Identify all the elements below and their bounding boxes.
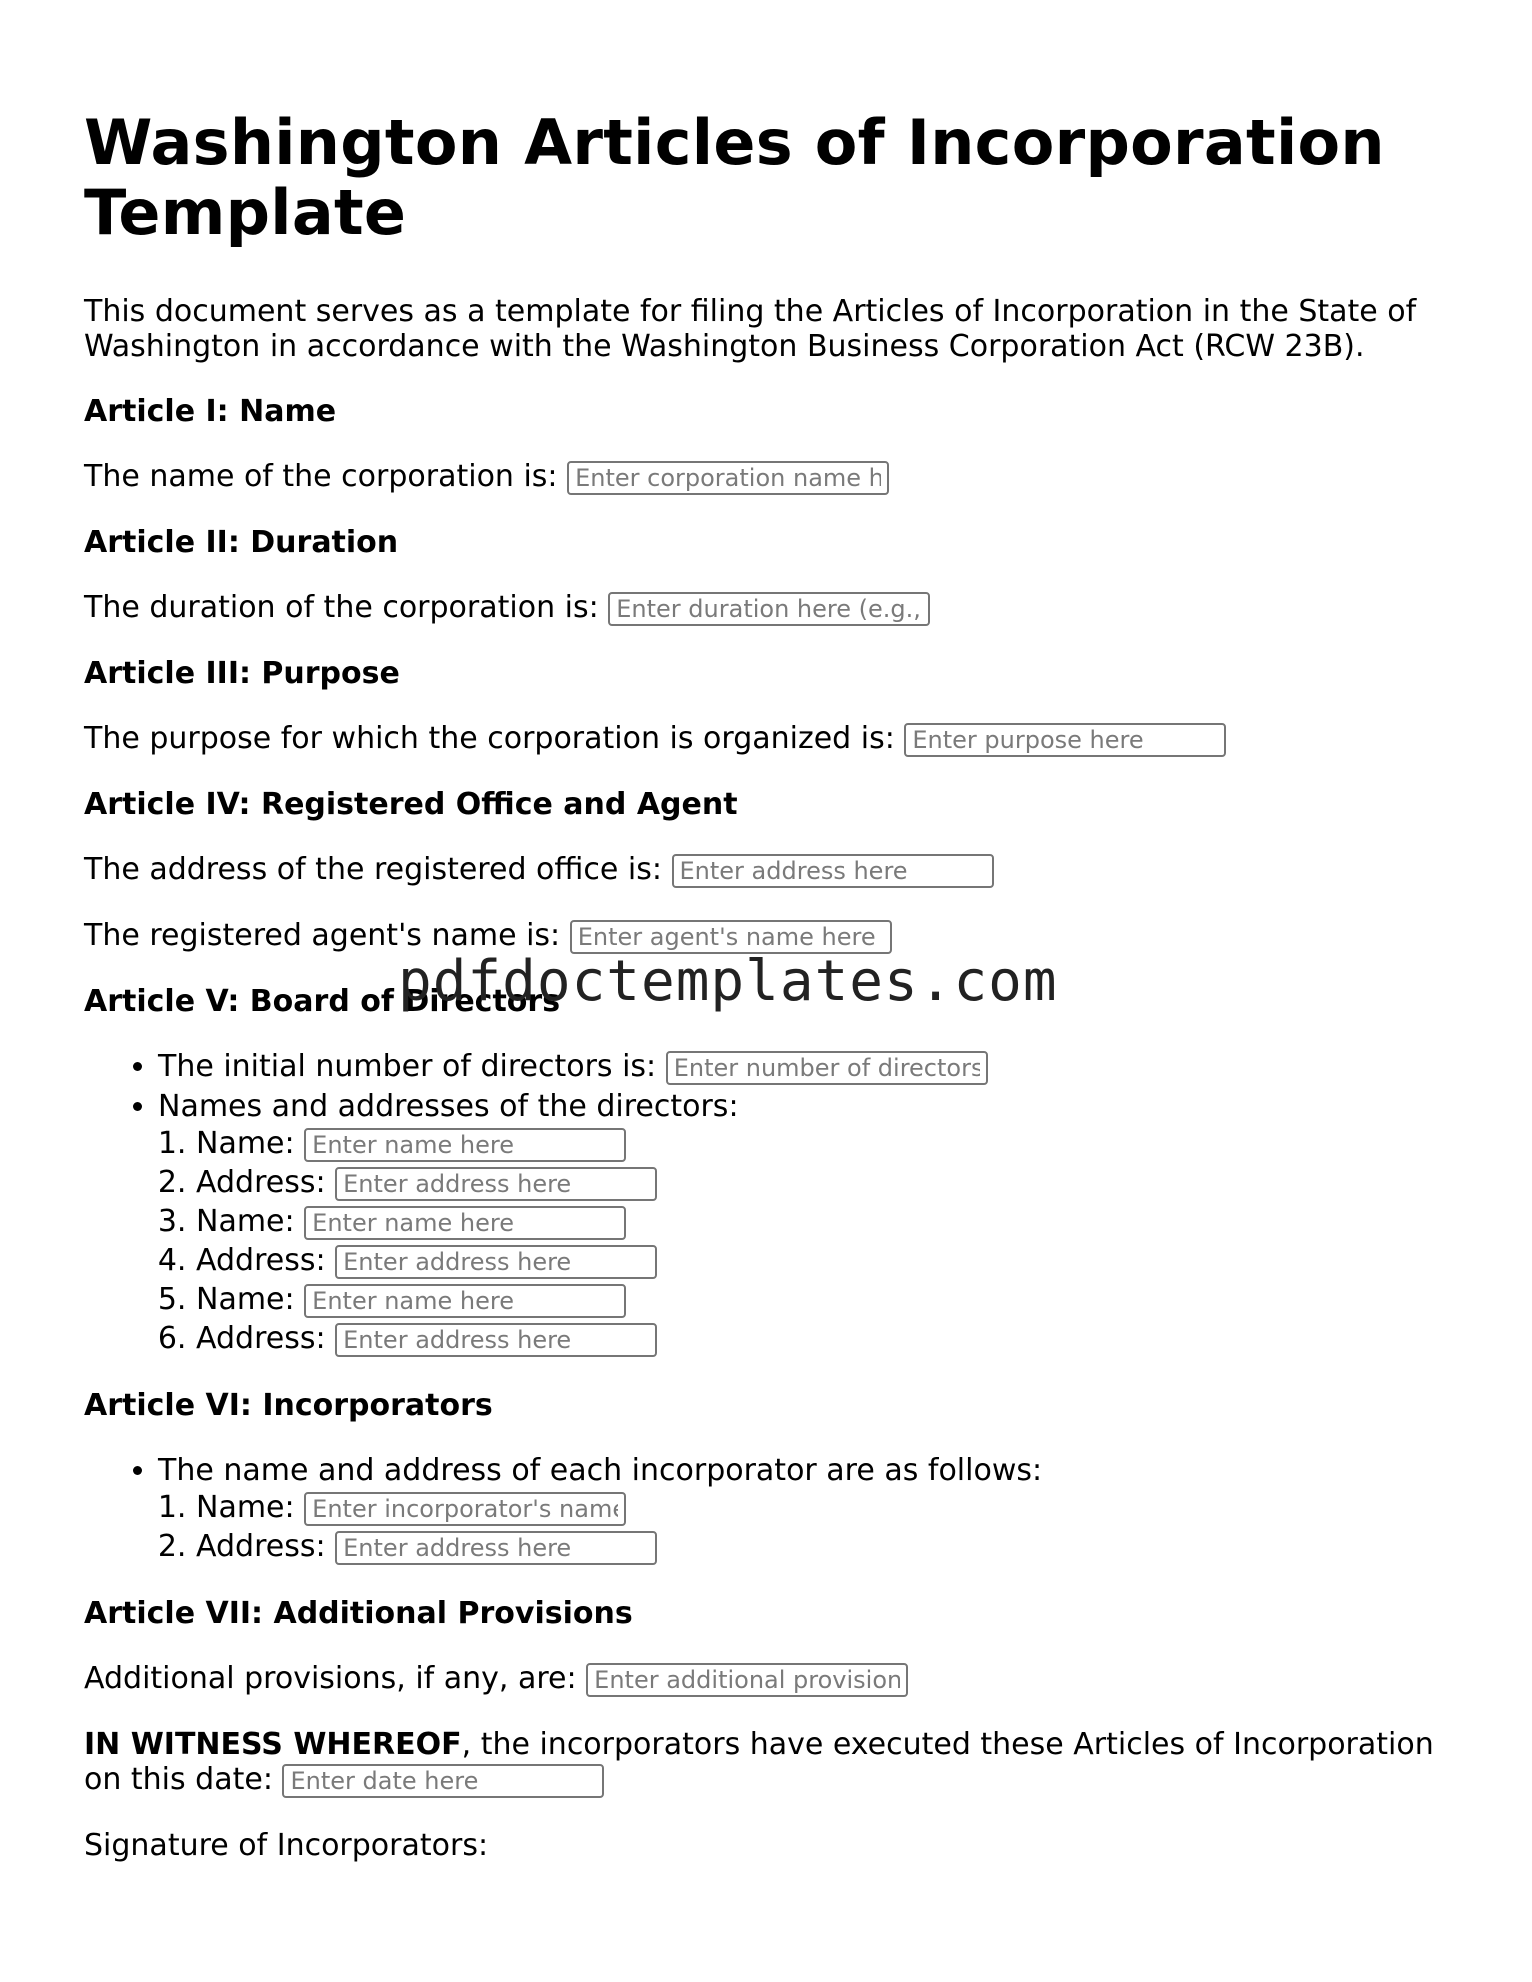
purpose-label: The purpose for which the corporation is organized is: — [84, 721, 895, 756]
additional-provisions-label: Additional provisions, if any, are: — [84, 1661, 577, 1696]
article-3-heading: Article III: Purpose — [84, 656, 400, 691]
list-item — [196, 1163, 1464, 1202]
incorporator-address-input[interactable] — [335, 1531, 657, 1565]
director-field-label: Name: — [196, 1204, 295, 1239]
witness-text: , the incorporators have executed these Articles of Incorporation on this date: — [84, 1727, 1434, 1797]
article-1-heading: Article I: Name — [84, 394, 337, 429]
director-field-label: Address: — [196, 1321, 326, 1356]
director-3-address-input[interactable] — [335, 1323, 657, 1357]
article-3-line — [84, 721, 1464, 757]
director-1-name-input[interactable] — [304, 1128, 626, 1162]
corporation-name-label: The name of the corporation is: — [84, 459, 558, 494]
article-7-line — [84, 1661, 1464, 1697]
list-item — [158, 1049, 1464, 1085]
signature-label: Signature of Incorporators: — [84, 1828, 489, 1863]
registered-agent-label: The registered agent's name is: — [84, 918, 561, 953]
list-item — [196, 1319, 1464, 1358]
incorporators-list — [84, 1453, 1464, 1566]
director-2-address-input[interactable] — [335, 1245, 657, 1279]
registered-agent-input[interactable] — [570, 920, 892, 954]
list-item — [196, 1527, 1464, 1566]
incorporator-field-label: Address: — [196, 1529, 326, 1564]
additional-provisions-input[interactable] — [586, 1663, 908, 1697]
article-2-heading: Article II: Duration — [84, 525, 399, 560]
article-4-heading: Article IV: Registered Office and Agent — [84, 787, 738, 822]
document — [84, 108, 1464, 1863]
director-field-label: Address: — [196, 1165, 326, 1200]
list-item — [196, 1241, 1464, 1280]
director-3-name-input[interactable] — [304, 1284, 626, 1318]
incorporators-list-label: The name and address of each incorporator are as follows: — [158, 1453, 1043, 1488]
registered-office-line — [84, 852, 1464, 888]
registered-office-input[interactable] — [672, 854, 994, 888]
director-field-label: Name: — [196, 1282, 295, 1317]
corporation-name-input[interactable] — [567, 461, 889, 495]
article-1-line — [84, 459, 1464, 495]
list-item — [196, 1280, 1464, 1319]
page-title: Washington Articles of Incorporation Template — [84, 106, 1385, 249]
duration-input[interactable] — [608, 592, 930, 626]
purpose-input[interactable] — [904, 723, 1226, 757]
director-count-label: The initial number of directors is: — [158, 1049, 657, 1084]
list-item — [158, 1089, 1464, 1358]
list-item — [196, 1488, 1464, 1527]
article-2-line — [84, 590, 1464, 626]
registered-office-label: The address of the registered office is: — [84, 852, 662, 887]
list-item — [196, 1124, 1464, 1163]
incorporator-field-label: Name: — [196, 1490, 295, 1525]
director-entries — [158, 1124, 1464, 1358]
date-input[interactable] — [282, 1764, 604, 1798]
intro-paragraph: This document serves as a template for filing the Articles of Incorporation in the State of Washington in accordance with the Washington Business Corporation Act (RCW 23B). — [84, 294, 1417, 364]
watermark: pdfdoctemplates.com — [398, 949, 1058, 1014]
article-7-heading: Article VII: Additional Provisions — [84, 1596, 633, 1631]
list-item — [196, 1202, 1464, 1241]
director-2-name-input[interactable] — [304, 1206, 626, 1240]
incorporator-entries — [158, 1488, 1464, 1566]
article-5-heading: Article V: Board of Directors — [84, 984, 561, 1019]
directors-list-label: Names and addresses of the directors: — [158, 1089, 739, 1124]
article-6-heading: Article VI: Incorporators — [84, 1388, 493, 1423]
list-item — [158, 1453, 1464, 1566]
witness-paragraph — [84, 1727, 1464, 1798]
director-field-label: Address: — [196, 1243, 326, 1278]
witness-bold: IN WITNESS WHEREOF — [84, 1727, 462, 1762]
directors-list — [84, 1049, 1464, 1358]
director-field-label: Name: — [196, 1126, 295, 1161]
director-count-input[interactable] — [666, 1051, 988, 1085]
incorporator-name-input[interactable] — [304, 1492, 626, 1526]
registered-agent-line — [84, 918, 1464, 954]
director-1-address-input[interactable] — [335, 1167, 657, 1201]
duration-label: The duration of the corporation is: — [84, 590, 599, 625]
